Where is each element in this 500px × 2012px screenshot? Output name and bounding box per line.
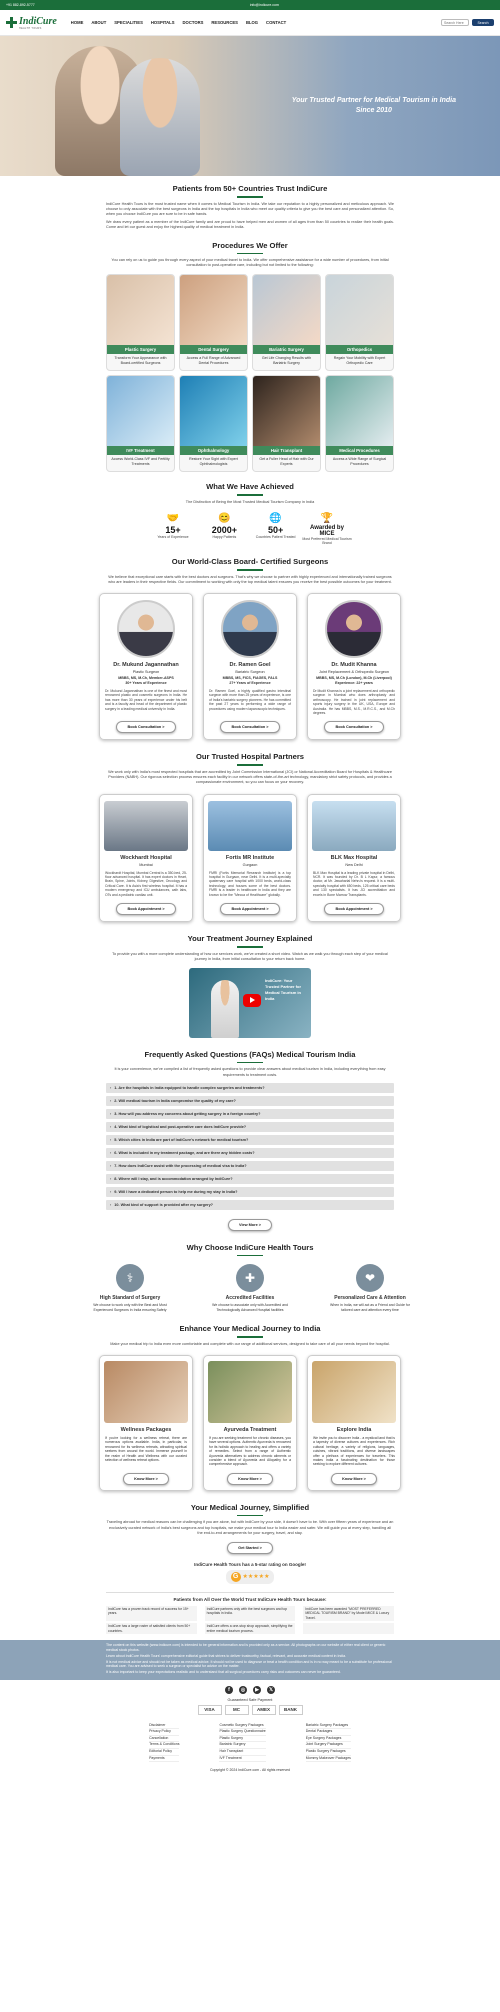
hospital-cards bbox=[0, 794, 500, 922]
hospital-city: Gurgaon bbox=[242, 862, 258, 867]
procedures-section bbox=[0, 241, 500, 473]
surgeon-photo bbox=[221, 600, 279, 658]
payment-card-logo: MC bbox=[225, 1705, 249, 1715]
faq-question-text: 9. Will I have a dedicated person to help me during my stay in India? bbox=[114, 1189, 238, 1194]
surgeons-title: Our World-Class Board- Certified Surgeons bbox=[171, 557, 329, 567]
procedure-image bbox=[107, 376, 174, 446]
surgeon-card bbox=[307, 593, 401, 740]
procedure-label[interactable]: Bariatric Surgery bbox=[253, 345, 320, 354]
stats-row bbox=[0, 513, 500, 545]
faq-question[interactable] bbox=[106, 1161, 394, 1171]
why-item bbox=[326, 1264, 414, 1312]
faq-question-text: 2. Will medical tourism in India compromise the quality of my care? bbox=[114, 1098, 236, 1103]
nav-hospitals[interactable]: HOSPITALS bbox=[150, 20, 175, 25]
hospital-name: BLK Max Hospital bbox=[330, 854, 378, 861]
stat-item bbox=[302, 513, 352, 545]
surgeon-card bbox=[99, 593, 193, 740]
surgeon-qualifications: MBBS, MS, FICS, FIAGES, FALS bbox=[222, 676, 278, 681]
procedure-image bbox=[326, 376, 393, 446]
nav-resources[interactable]: RESOURCES bbox=[211, 20, 238, 25]
book-consultation-button[interactable]: Book Consultation > bbox=[324, 721, 383, 733]
disclaimer-paragraph: Learn about IndiCure Health Tours' comprehensive editorial guide that strives to deliver trustworthy, factual, relevant, and accurate medical content in India. bbox=[106, 1653, 347, 1658]
stat-label: Years of Experience bbox=[157, 535, 189, 540]
book-appointment-button[interactable]: Book Appointment > bbox=[324, 903, 383, 915]
simplified-description: Traveling abroad for medical reasons can be challenging if you are alone, but with IndiCure by your side, it doesn't have to be. With over fifteen years of experience and an exclusively curated network of India's best surgeons and top hospitals, we make your medical tour to India easier and safer. We will guide you at every step, handling all the end-to-end arrangements for your surgery, travel, and stay. bbox=[106, 1520, 394, 1535]
play-icon[interactable] bbox=[243, 994, 261, 1007]
hero-banner bbox=[0, 36, 500, 176]
stat-number: 2000+ bbox=[211, 525, 237, 536]
payment-card-logo: AMEX bbox=[252, 1705, 276, 1715]
footer-link[interactable]: Privacy Policy bbox=[149, 1729, 179, 1736]
procedure-card[interactable] bbox=[252, 375, 321, 472]
stat-icon: 🤝 bbox=[166, 513, 180, 525]
hospitals-title: Our Trusted Hospital Partners bbox=[195, 752, 305, 762]
faq-question-text: 7. How does IndiCure assist with the processing of medical visa to India? bbox=[114, 1163, 247, 1168]
procedure-image bbox=[180, 376, 247, 446]
faq-section bbox=[0, 1050, 500, 1231]
disclaimer-block bbox=[0, 1640, 500, 1680]
procedure-description: Get Life Changing Results with Bariatric Surgery bbox=[261, 356, 312, 366]
faq-question-text: 4. What kind of logistical and post-operative care does IndiCure provide? bbox=[114, 1124, 247, 1129]
hospital-city: New Delhi bbox=[345, 862, 363, 867]
payment-cards bbox=[0, 1705, 500, 1715]
surgeon-name: Dr. Ramen Goel bbox=[229, 662, 271, 669]
disclaimer-paragraph: It is also important to keep your expectations realistic and to understand that all surgical procedures carry risks and outcomes can never be guaranteed. bbox=[106, 1670, 341, 1675]
nav-about[interactable]: ABOUT bbox=[91, 20, 107, 25]
faq-question-text: 1. Are the hospitals in India equipped to handle complex surgeries and treatments? bbox=[114, 1085, 265, 1090]
know-more-button[interactable]: Know More > bbox=[227, 1473, 273, 1485]
procedure-card[interactable] bbox=[179, 375, 248, 472]
stat-number: 15+ bbox=[165, 525, 181, 536]
footer-column bbox=[306, 1723, 351, 1763]
know-more-button[interactable]: Know More > bbox=[331, 1473, 377, 1485]
achievements-title: What We Have Achieved bbox=[206, 482, 294, 492]
enhance-image bbox=[312, 1361, 396, 1423]
surgeon-specialty: Plastic Surgeon bbox=[132, 670, 160, 675]
surgeon-specialty: Joint Replacement & Orthopedic Surgeon bbox=[318, 670, 390, 675]
why-title: Accredited Facilities bbox=[225, 1295, 275, 1302]
list-item bbox=[303, 1623, 394, 1634]
twitter-icon[interactable]: 𝕏 bbox=[268, 1686, 274, 1693]
procedure-description: Access a Full Range of Advanced Dental Procedures bbox=[186, 356, 241, 366]
hospital-image bbox=[312, 801, 396, 851]
surgeon-qualifications: MBBS, MS, M.Ch (London), M.Ch (Liverpool) bbox=[316, 676, 392, 681]
book-appointment-button[interactable]: Book Appointment > bbox=[220, 903, 279, 915]
google-rating bbox=[0, 1562, 500, 1584]
chevron-right-icon: › bbox=[110, 1098, 112, 1103]
surgeon-name: Dr. Mudit Khanna bbox=[331, 662, 377, 669]
why-items bbox=[0, 1264, 500, 1312]
surgeon-cards bbox=[0, 593, 500, 740]
journey-title: Your Treatment Journey Explained bbox=[187, 934, 313, 944]
site-header bbox=[0, 10, 500, 36]
hospital-city: Mumbai bbox=[139, 862, 153, 867]
procedure-description: Regain Your Mobility with Expert Orthopedic Care bbox=[333, 356, 386, 366]
footer-link[interactable]: Bariatric Surgery Packages bbox=[306, 1723, 351, 1730]
nav-specialities[interactable]: SPECIALITIES bbox=[114, 20, 143, 25]
procedures-title: Procedures We Offer bbox=[212, 240, 288, 250]
intro-title: Patients from 50+ Countries Trust IndiCure bbox=[172, 184, 328, 193]
procedure-image bbox=[326, 275, 393, 345]
enhance-description: Make your medical trip to India even more comfortable and complete with our range of additional services, designed to take care of all your needs beyond the hospital. bbox=[110, 1341, 390, 1346]
stat-item bbox=[148, 513, 198, 545]
stat-label: Countries Patient Treated bbox=[255, 535, 296, 540]
enhance-cards bbox=[0, 1355, 500, 1491]
instagram-icon[interactable]: ◎ bbox=[240, 1686, 246, 1693]
list-item: IndiCure offers a one-stop shop approach, simplifying the entire medical tourism process. bbox=[205, 1623, 296, 1634]
stat-number: 50+ bbox=[268, 525, 284, 536]
search-button[interactable]: Search bbox=[472, 19, 494, 26]
faq-question[interactable] bbox=[106, 1109, 394, 1119]
list-item: IndiCure has a large roster of satisfied clients from 50+ countries. bbox=[106, 1623, 197, 1634]
surgeon-card bbox=[203, 593, 297, 740]
payment-title: Guaranteed Safe Payment bbox=[227, 1697, 273, 1702]
hero-photo-woman bbox=[120, 58, 200, 176]
enhance-title: Explore India bbox=[336, 1427, 372, 1434]
procedure-image bbox=[180, 275, 247, 345]
brand-tagline: HEALTH TOURS bbox=[19, 26, 42, 30]
logo[interactable] bbox=[6, 16, 57, 30]
enhance-description: If you're looking for a wellness retreat, there are numerous options available. India, in particular, is renowned for its wellness retreats, attracting spiritual seekers from around the world. Immerse yourself in the realm of Health and Wellness with our curated selection of wellness retreat options. bbox=[105, 1436, 187, 1463]
footer-link[interactable]: Dental Packages bbox=[306, 1729, 351, 1736]
why-description: We choose to work only with the Best and Most Experienced Surgeons in India ensuring Safety bbox=[93, 1303, 167, 1312]
book-appointment-button[interactable]: Book Appointment > bbox=[116, 903, 175, 915]
video-title: IndiCure: Your Trusted Partner for Medical Tourism in India bbox=[265, 977, 302, 1001]
hospital-image bbox=[208, 801, 292, 851]
know-more-button[interactable]: Know More > bbox=[123, 1473, 169, 1485]
procedure-card[interactable] bbox=[106, 375, 175, 472]
faq-question-text: 6. What is included in my treatment package, and are there any hidden costs? bbox=[114, 1150, 255, 1155]
footer-link[interactable]: Joint Surgery Packages bbox=[306, 1742, 351, 1749]
footer-column bbox=[149, 1723, 179, 1763]
procedure-label[interactable]: Medical Procedures bbox=[326, 446, 393, 455]
procedure-card[interactable] bbox=[179, 274, 248, 371]
stat-icon: 🌐 bbox=[269, 513, 282, 525]
footer-link[interactable]: Editorial Policy bbox=[149, 1749, 179, 1756]
stat-label: Happy Patients bbox=[212, 535, 237, 540]
stat-item bbox=[199, 513, 249, 545]
faq-question-text: 10. What kind of support is provided after my surgery? bbox=[114, 1202, 214, 1207]
footer-link[interactable]: Plastic Surgery bbox=[219, 1736, 265, 1743]
footer-link[interactable]: Bariatric Surgery bbox=[219, 1742, 265, 1749]
why-title: High Standard of Surgery bbox=[99, 1295, 161, 1302]
achievements-description: The Distinction of Being the Most Trusted Medical Tourism Company in India bbox=[185, 499, 315, 504]
list-item: IndiCure has a proven track record of success for 15+ years. bbox=[106, 1606, 197, 1621]
footer-link[interactable]: Cancellation bbox=[149, 1736, 179, 1743]
footer-link[interactable]: Plastic Surgery Questionnaire bbox=[219, 1729, 265, 1736]
footer-link[interactable]: IVF Treatment bbox=[219, 1756, 265, 1763]
footer-column bbox=[219, 1723, 265, 1763]
rating-text: IndiCure Health Tours has a 5-star rating on Google! bbox=[194, 1561, 306, 1567]
procedure-description: Restore Your Sight with Expert Ophthalmologists bbox=[189, 457, 238, 467]
email-address[interactable]: info@indicure.com bbox=[249, 3, 279, 7]
nav-home[interactable]: HOME bbox=[70, 20, 84, 25]
procedure-label[interactable]: Hair Transplant bbox=[253, 446, 320, 455]
why-description: We choose to associate only with Accredited and Technologically Advanced Hospital facilities bbox=[212, 1303, 288, 1312]
chevron-right-icon: › bbox=[110, 1124, 112, 1129]
intro-paragraph: IndiCure Health Tours is the most trusted name when it comes to Medical Tourism in India. We take our reputation to a highly personalized and meticulous approach. We choose to only associate with the best surgeons in India and the top hospitals in India who meet our quality criteria to give you the best care and personalized attention. So, when you choose IndiCure you are sure to be in safe hands. bbox=[106, 201, 394, 216]
get-started-button[interactable]: Get Started > bbox=[227, 1542, 273, 1554]
hospital-card bbox=[307, 794, 401, 922]
main-nav bbox=[71, 20, 286, 25]
search-box bbox=[441, 19, 494, 26]
payment-card-logo: BANK bbox=[279, 1705, 303, 1715]
chevron-right-icon: › bbox=[110, 1137, 112, 1142]
social-links bbox=[0, 1686, 500, 1694]
procedure-label[interactable]: Plastic Surgery bbox=[107, 345, 174, 354]
stat-label: Most Preferred Medical Tourism Brand bbox=[302, 537, 352, 546]
surgeons-section bbox=[0, 557, 500, 740]
nav-doctors[interactable]: DOCTORS bbox=[182, 20, 204, 25]
faq-description: It is your convenience, we've compiled a list of frequently asked questions to provide clear answers about medical tourism in India, including everything from easy requirements to treatment costs. bbox=[114, 1067, 386, 1077]
procedures-description: You can rely on us to guide you through every aspect of your medical travel to India. We offer comprehensive assistance for a wide number of procedures, from initial consultation to post-operative care, including but not limited to the following: bbox=[111, 258, 389, 268]
procedure-label[interactable]: Orthopedics bbox=[326, 345, 393, 354]
procedure-label[interactable]: IVF Treatment bbox=[107, 446, 174, 455]
book-consultation-button[interactable]: Book Consultation > bbox=[116, 721, 175, 733]
copyright: Copyright © 2024 IndiCure.com - All rights reserved bbox=[209, 1768, 290, 1773]
surgeon-bio: Dr Mudit Khanna is a joint replacement and orthopedic surgeon in Mumbai who does arthroplasty and arthroscopy. He trained in joint replacement and sports injury surgery in the UK, USA, Europe and Australia. He has MBBS, M.S., M.R.C.S., and M.Ch degrees. bbox=[313, 689, 395, 716]
enhance-image bbox=[104, 1361, 188, 1423]
hospitals-description: We work only with India's most respected hospitals that are accredited by Joint Commission International (JCI) or National Accreditation Board for Hospitals & Healthcare Providers (NABH). Our rigorous selection process ensures each facility in our network offers state-of-the-art technology, mandatory strict safety protocols, and provides a compassionate environment, so you can focus on your recovery. bbox=[108, 769, 392, 785]
top-bar bbox=[0, 0, 500, 10]
hospital-name: Fortis MR Institute bbox=[225, 854, 275, 861]
procedure-card[interactable] bbox=[106, 274, 175, 371]
enhance-title: Wellness Packages bbox=[120, 1427, 172, 1434]
faq-question-text: 8. Where will I stay, and is accommodation arranged by IndiCure? bbox=[114, 1176, 233, 1181]
nav-contact[interactable]: CONTACT bbox=[266, 20, 287, 25]
hospital-card bbox=[99, 794, 193, 922]
faq-question[interactable] bbox=[106, 1083, 394, 1093]
nav-blog[interactable]: BLOG bbox=[245, 20, 259, 25]
stat-number: Awarded by MICE bbox=[310, 525, 344, 538]
footer-link[interactable]: Plastic Surgery Packages bbox=[306, 1749, 351, 1756]
surgeon-name: Dr. Mukund Jagannathan bbox=[113, 662, 179, 669]
surgeon-photo bbox=[325, 600, 383, 658]
book-consultation-button[interactable]: Book Consultation > bbox=[220, 721, 279, 733]
procedure-image bbox=[253, 376, 320, 446]
surgeon-experience: 30+ Years of Experience bbox=[125, 681, 167, 686]
journey-section bbox=[0, 934, 500, 1038]
footer-links bbox=[0, 1723, 500, 1763]
patients-list bbox=[106, 1606, 394, 1634]
video-player[interactable] bbox=[189, 968, 311, 1038]
surgeon-experience: 27+ Years of Experience bbox=[229, 681, 271, 686]
procedure-description: Access World-Class IVF and Fertility Treatments bbox=[111, 457, 170, 467]
cross-icon bbox=[6, 17, 17, 28]
why-item bbox=[206, 1264, 294, 1312]
video-thumbnail-person bbox=[211, 980, 239, 1038]
procedure-description: Access a Wide Range of Surgical Procedures bbox=[332, 457, 387, 467]
patients-title: Patients from All Over the World Trust IndiCure Health Tours because: bbox=[173, 1596, 327, 1602]
search-input[interactable] bbox=[441, 19, 469, 26]
surgeon-photo bbox=[117, 600, 175, 658]
why-section bbox=[0, 1243, 500, 1313]
procedure-image bbox=[107, 275, 174, 345]
hospital-name: Wockhardt Hospital bbox=[120, 854, 172, 861]
brand-name: IndiCure bbox=[19, 15, 57, 27]
star-rating: ★★★★★ bbox=[242, 1574, 270, 1581]
surgeon-bio: Dr. Mukund Jagannathan is one of the finest and most renowned plastic and cosmetic surgeons in India. He has more than 30 years of experience under his belt and is a faculty and head of the department of plastic surgery in a leading medical university in India. bbox=[105, 689, 187, 711]
faq-question[interactable] bbox=[106, 1200, 394, 1210]
intro-paragraph: We draw every patient as a member of the IndiCure family and are proud to have helped men and women of all ages from than 50 countries to realize their health goals. Come and let our guest and enjoy the highest quality of medical treatment in India. bbox=[106, 220, 394, 230]
faq-question-text: 3. How will you address my concerns about getting surgery in a foreign country? bbox=[114, 1111, 261, 1116]
faq-question[interactable] bbox=[106, 1148, 394, 1158]
simplified-title: Your Medical Journey, Simplified bbox=[190, 1502, 310, 1512]
youtube-icon[interactable]: ▶ bbox=[253, 1686, 261, 1694]
surgeon-specialty: Bariatric Surgeon bbox=[235, 670, 265, 675]
chevron-right-icon: › bbox=[110, 1163, 112, 1168]
why-icon: ✚ bbox=[236, 1264, 264, 1292]
faq-question[interactable] bbox=[106, 1187, 394, 1197]
footer-link[interactable]: Terms & Conditions bbox=[149, 1742, 179, 1749]
journey-description: To provide you with a more complete understanding of how our services work, we've created a short video. Watch as we walk you through each step of your medical journey in India, from initial consultation to your return back home. bbox=[112, 951, 388, 961]
view-more-button[interactable]: View More > bbox=[228, 1219, 272, 1231]
hospital-description: BLK Max Hospital is a leading private hospital in Delhi, NCR. It was founded by Dr. B L Kapur, a famous doctor, at Mr. Jawaharlal Nehru's request. It is a multi-specialty hospital with 650 beds, 125 critical care beds and 130 specialists. It has JCI accreditation and excels in Bone Marrow Transplants. bbox=[313, 870, 395, 897]
why-description: When in India, we will act as a Friend and Guide for tailored care and attention every time bbox=[330, 1303, 410, 1312]
surgeon-bio: Dr. Ramen Goel, a highly qualified gastro intestinal surgeon with more than 25 years of experience, is one of India's bariatric surgery pioneers. He has committed the past 27 years to performing a wide range of procedures using modern laparoscopic techniques. bbox=[209, 689, 291, 711]
achievements-section bbox=[0, 482, 500, 545]
enhance-title: Ayurveda Treatment bbox=[223, 1427, 277, 1434]
intro-section bbox=[0, 184, 500, 231]
enhance-card bbox=[99, 1355, 193, 1491]
why-title: Why Choose IndiCure Health Tours bbox=[186, 1242, 314, 1252]
procedure-description: Transform Your Appearance with Board-certified Surgeons bbox=[114, 356, 167, 366]
procedure-label[interactable]: Ophthalmology bbox=[180, 446, 247, 455]
procedures-grid bbox=[0, 274, 500, 472]
why-icon: ❤ bbox=[356, 1264, 384, 1292]
stat-icon: 😊 bbox=[218, 513, 231, 525]
procedure-label[interactable]: Dental Surgery bbox=[180, 345, 247, 354]
payment-card-logo: VISA bbox=[198, 1705, 222, 1715]
stat-icon: 🏆 bbox=[320, 513, 334, 525]
chevron-right-icon: › bbox=[110, 1176, 112, 1181]
procedure-card[interactable] bbox=[325, 274, 394, 371]
hospitals-section bbox=[0, 752, 500, 922]
procedure-card[interactable] bbox=[325, 375, 394, 472]
hospital-card bbox=[203, 794, 297, 922]
enhance-image bbox=[208, 1361, 292, 1423]
why-title: Personalized Care & Attention bbox=[334, 1295, 406, 1302]
procedure-description: Get a Fuller Head of Hair with Our Experts bbox=[259, 457, 314, 467]
rating-badge[interactable] bbox=[226, 1570, 275, 1584]
hospital-description: FMRI (Fortis Memorial Research Institute) is a top hospital in Gurgaon, near Delhi. It is a multi-specialty quaternary care hospital with 1000 beds, world-class technology, and houses some of the best doctors. FMRI is a leader in healthcare in India and they are known to be the "Mecca of Healthcare" globally. bbox=[209, 870, 291, 897]
faq-question-text: 5. Which cities in India are part of IndiCure's network for medical tourism? bbox=[114, 1137, 249, 1142]
faq-question[interactable] bbox=[106, 1135, 394, 1145]
list-item: IndiCure partners only with the best surgeons and top hospitals in India. bbox=[205, 1606, 296, 1621]
faq-question[interactable] bbox=[106, 1122, 394, 1132]
list-item: IndiCure has been awarded "MOST PREFERRED MEDICAL TOURISM BRAND" by Model MICE & Luxury Travel. bbox=[303, 1606, 394, 1621]
footer-link[interactable]: Hair Transplant bbox=[219, 1749, 265, 1756]
faq-question[interactable] bbox=[106, 1174, 394, 1184]
patients-trust bbox=[106, 1592, 394, 1634]
surgeons-description: We believe that exceptional care starts with the best doctors and surgeons. That's why we choose to partner with highly experienced and internationally trained surgeons who are leaders in their respective fields. Our commitment to working with only the top medical talent ensures you receive the best possible outcomes for your treatment. bbox=[108, 574, 392, 584]
hospital-image bbox=[104, 801, 188, 851]
facebook-icon[interactable]: f bbox=[225, 1686, 233, 1694]
footer-link[interactable]: Cosmetic Surgery Packages bbox=[219, 1723, 265, 1730]
why-icon: ⚕ bbox=[116, 1264, 144, 1292]
enhance-section bbox=[0, 1324, 500, 1491]
faq-question[interactable] bbox=[106, 1096, 394, 1106]
google-icon: G bbox=[231, 1572, 241, 1582]
hospital-description: Wockhardt Hospital, Mumbai Central is a 350-bed, 25-floor advanced hospital. It has expert doctors in Heart, Brain, Spine, Joints, Kidney, Digestive, Oncology and Critical Care. It is Asia's first wireless hospital. It has a modern emergency and ICU ambulances, cath labs, OTs and a pediatric cardiac unit. bbox=[105, 870, 187, 897]
simplified-section bbox=[0, 1503, 500, 1554]
enhance-description: We invite you to discover India - a mystical land that is a tapestry of diverse cultures and experiences. Rich cultural heritage, a variety of religions, languages, cuisines, vibrant traditions, and diverse landscapes offer a plethora of experiences for travelers. This makes India a fascinating destination for those seeking to explore different cultures. bbox=[313, 1436, 395, 1467]
surgeon-qualifications: MBBS, MS, M.Ch, Member-ASPS bbox=[118, 676, 174, 681]
procedure-card[interactable] bbox=[252, 274, 321, 371]
chevron-right-icon: › bbox=[110, 1085, 112, 1090]
disclaimer-paragraph: It is not medical advice and should not be taken as medical advice. It should not be used to diagnose or treat a health condition and is in no way meant to be a substitute for professional medical care. You are advised to seek a surgeon or specialist for advice on the matter. bbox=[106, 1659, 392, 1669]
enhance-card bbox=[307, 1355, 401, 1491]
phone-number[interactable]: +91 882-892-5777 bbox=[6, 3, 35, 7]
chevron-right-icon: › bbox=[110, 1189, 112, 1194]
disclaimer-paragraph: The content on this website (www.indicure.com) is intended to be general information and is provided only as a service. All photographs on our website of either real client or generic medical stock photos. bbox=[106, 1643, 386, 1652]
footer-link[interactable]: Eye Surgery Packages bbox=[306, 1736, 351, 1743]
hero-caption: Your Trusted Partner for Medical Tourism in India Since 2010 bbox=[291, 97, 456, 114]
enhance-description: If you are seeking treatment for chronic diseases, you have several options. Authentic Ayurveda is renowned for its holistic approach to healing and offers a variety of remedies. Select from a range of Authentic Ayurveda alternatives to address chronic ailments or consider a blend of Ayurveda and Allopathy for a comprehensive approach. bbox=[209, 1436, 291, 1467]
chevron-right-icon: › bbox=[110, 1111, 112, 1116]
faq-list bbox=[0, 1083, 500, 1210]
footer-link[interactable]: Disclaimer bbox=[149, 1723, 179, 1730]
enhance-card bbox=[203, 1355, 297, 1491]
faq-title: Frequently Asked Questions (FAQs) Medical Tourism India bbox=[144, 1049, 356, 1059]
chevron-right-icon: › bbox=[110, 1202, 112, 1207]
chevron-right-icon: › bbox=[110, 1150, 112, 1155]
footer-link[interactable]: Payments bbox=[149, 1756, 179, 1763]
surgeon-experience: Experience: 22+ years bbox=[335, 681, 373, 686]
procedure-image bbox=[253, 275, 320, 345]
why-item bbox=[86, 1264, 174, 1312]
stat-item bbox=[251, 513, 301, 545]
enhance-title: Enhance Your Medical Journey to India bbox=[179, 1324, 321, 1334]
footer-link[interactable]: Mommy Makeover Packages bbox=[306, 1756, 351, 1763]
